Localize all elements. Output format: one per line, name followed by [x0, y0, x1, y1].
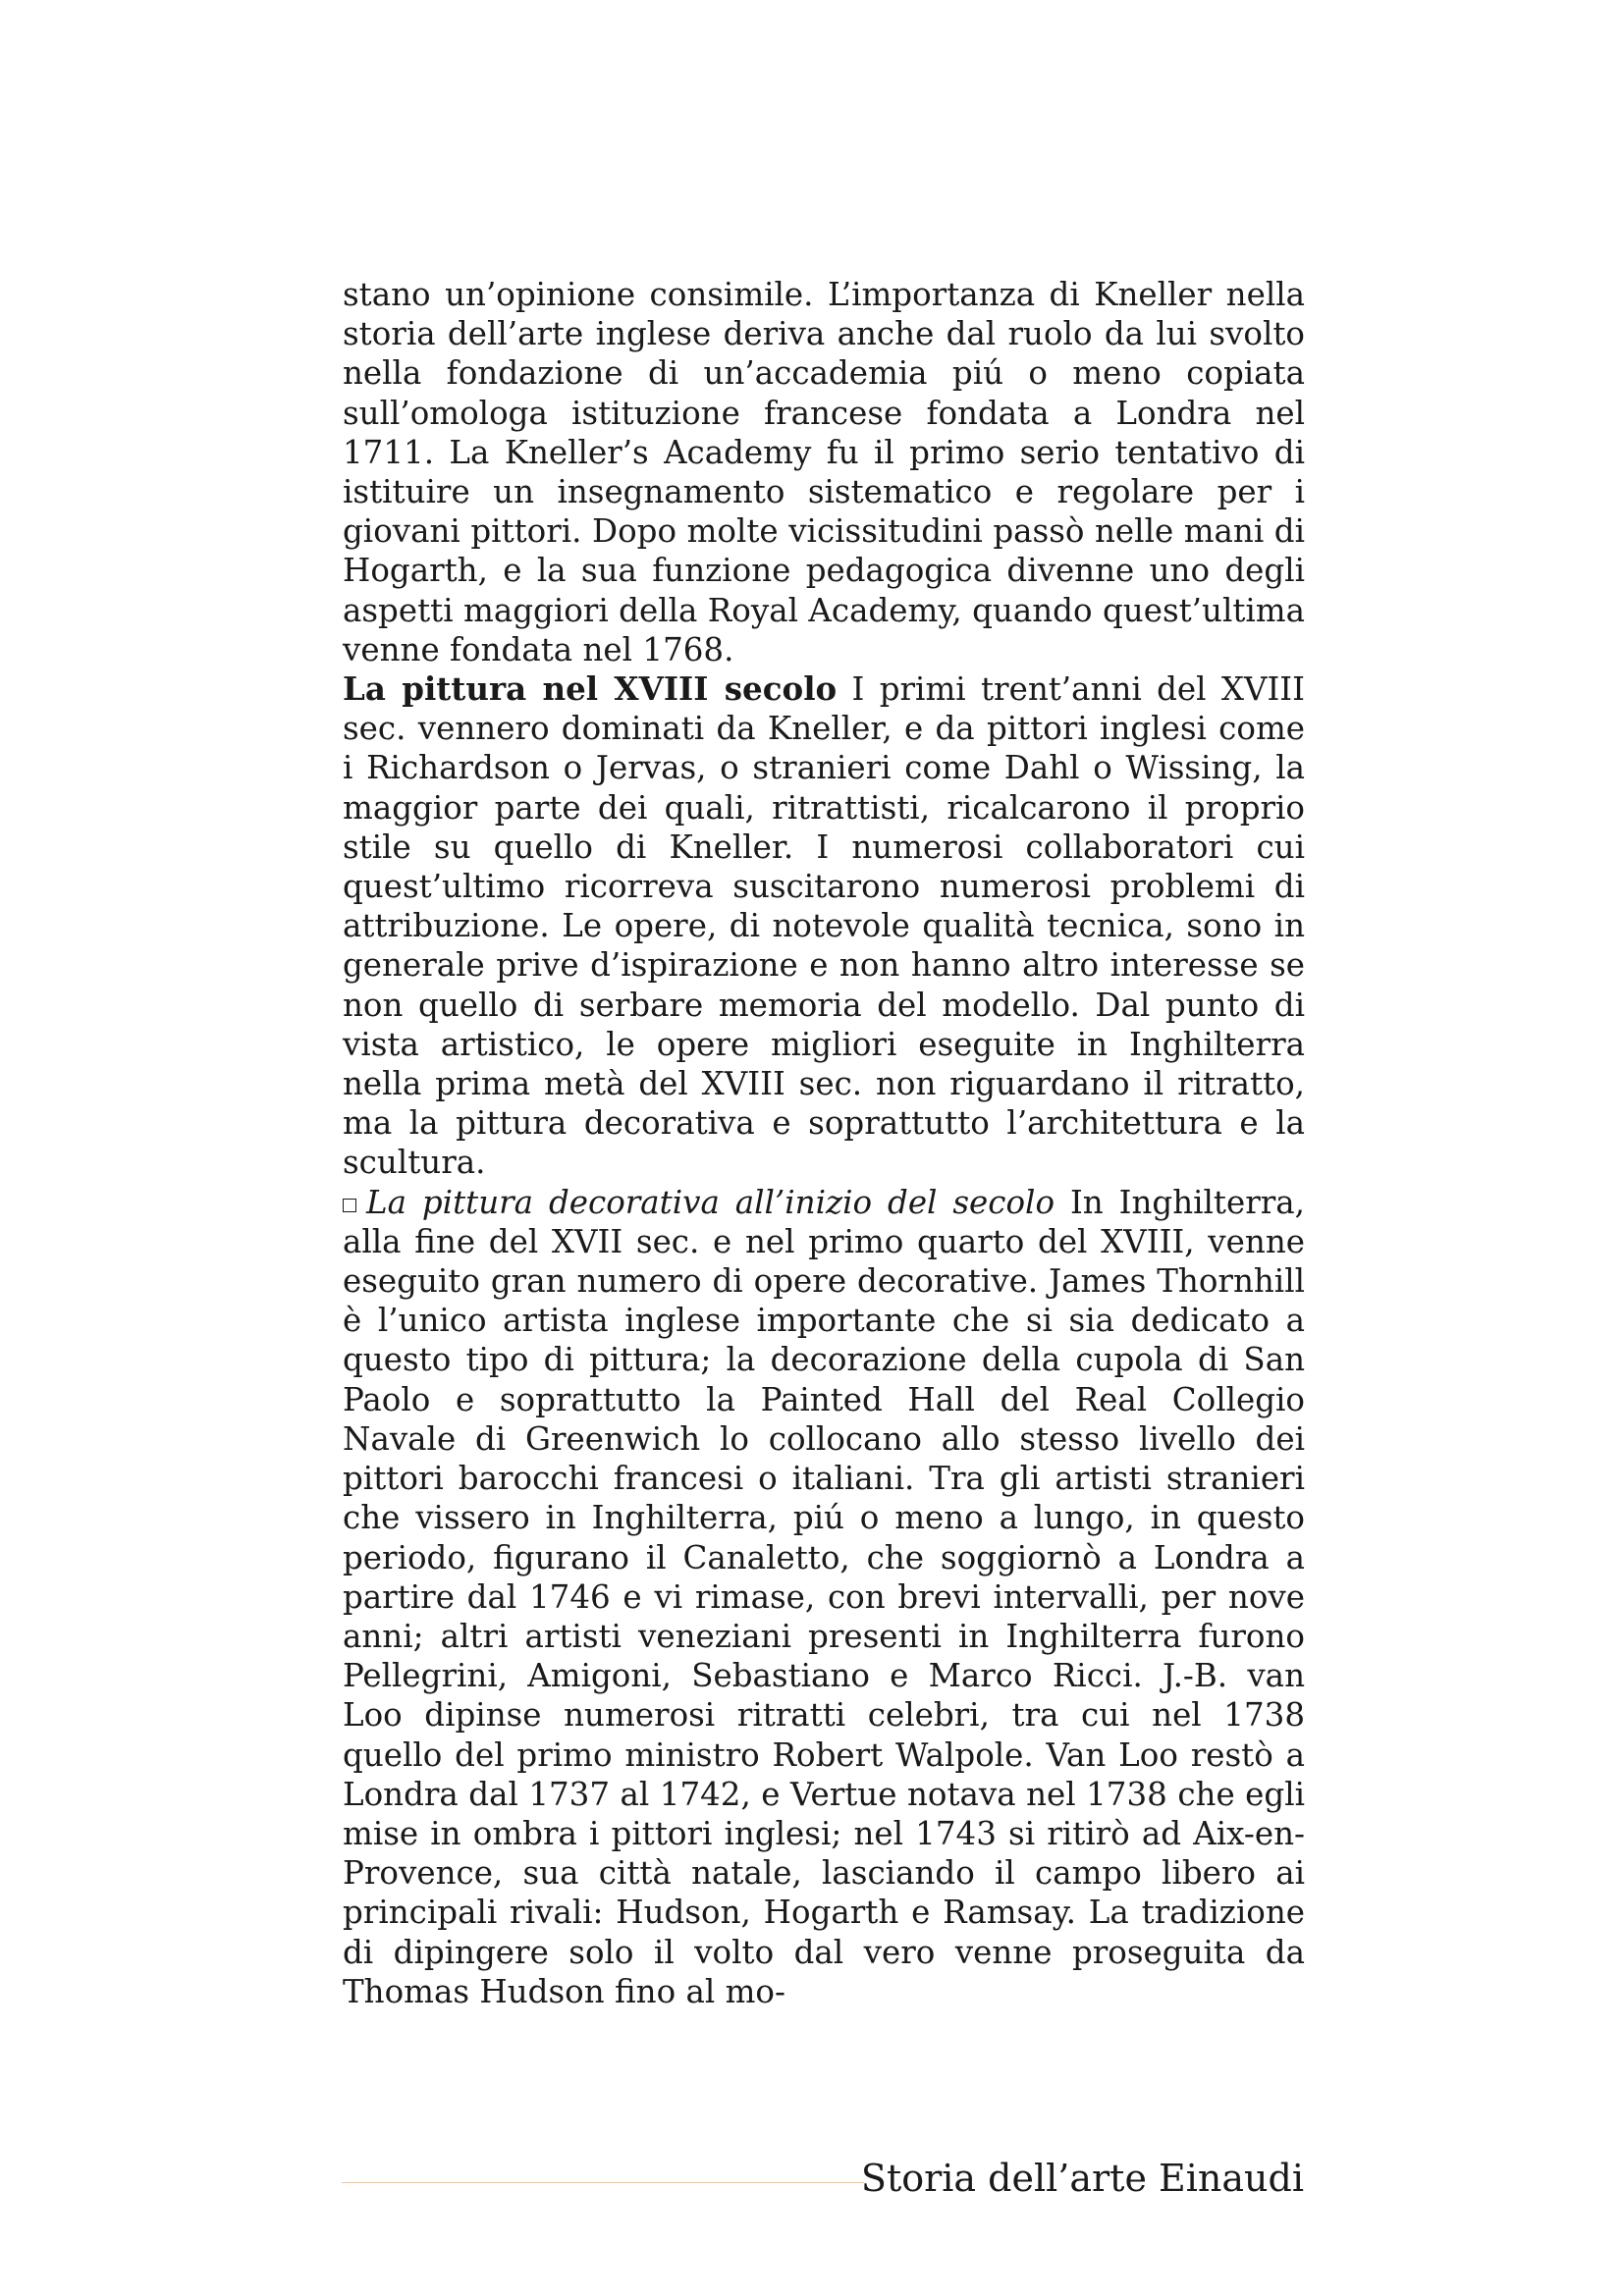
main-text — [343, 275, 1305, 2011]
footer-divider — [342, 2182, 864, 2183]
paragraph-xviii-century — [343, 669, 1305, 1183]
footer-publication-title: Storia dell’arte Einaudi — [860, 2157, 1304, 2200]
paragraph-decorative-painting-text: In Inghilterra, alla fine del XVII sec. e nel primo quarto del XVIII, venne eseguito gran numero di opere decorative. James Thornhill è l’unico artista inglese importante che si sia dedicato a questo tipo di pittura; la decorazione della cupola di San Paolo e soprattutto la Painted Hall del Real Collegio Navale di Greenwich lo collocano allo stesso livello dei pittori barocchi francesi o italiani. Tra gli artisti stranieri che vissero in Inghilterra, piú o meno a lungo, in questo periodo, figurano il Canaletto, che soggiornò a Londra a partire dal 1746 e vi rimase, con brevi intervalli, per nove anni; altri artisti veneziani presenti in Inghilterra furono Pellegrini, Amigoni, Sebastiano e Marco Ricci. J.-B. van Loo dipinse numerosi ritratti celebri, tra cui nel 1738 quello del primo ministro Robert Walpole. Van Loo restò a Londra dal 1737 al 1742, e Vertue notava nel 1738 che egli mise in ombra i pittori inglesi; nel 1743 si ritirò ad Aix-en-Provence, sua città natale, lasciando il campo libero ai principali rivali: Hudson, Hogarth e Ramsay. La tradizione di dipingere solo il volto dal vero venne proseguita da Thomas Hudson fino al mo- — [343, 1183, 1305, 2010]
section-title: La pittura nel XVIII secolo — [343, 669, 838, 709]
paragraph-kneller-academy: stano un’opinione consimile. L’importanza di Kneller nella storia dell’arte inglese deriva anche dal ruolo da lui svolto nella fondazione di un’accademia piú o meno copiata sull’omologa istituzione francese fondata a Londra nel 1711. La Kneller’s Academy fu il primo serio tentativo di istituire un insegnamento sistematico e regolare per i giovani pittori. Dopo molte vicissitudini passò nelle mani di Hogarth, e la sua funzione pedagogica divenne uno degli aspetti maggiori della Royal Academy, quando quest’ultima venne fondata nel 1768. — [343, 276, 1305, 668]
subsection-title: La pittura decorativa all’inizio del secolo — [366, 1183, 1055, 1221]
paragraph-decorative-painting — [343, 1183, 1305, 2011]
paragraph-xviii-century-text: I primi trent’anni del XVIII sec. vennero dominati da Kneller, e da pittori inglesi come i Richardson o Jervas, o stranieri come Dahl o Wissing, la maggior parte dei quali, ritrattisti, ricalcarono il proprio stile su quello di Kneller. I numerosi collaboratori cui quest’ultimo ricorreva suscitarono numerosi problemi di attribuzione. Le opere, di notevole qualità tecnica, sono in generale prive d’ispirazione e non hanno altro interesse se non quello di serbare memoria del modello. Dal punto di vista artistico, le opere migliori eseguite in Inghilterra nella prima metà del XVIII sec. non riguardano il ritratto, ma la pittura decorativa e soprattutto l’architettura e la scultura. — [343, 670, 1305, 1182]
square-bullet-icon — [343, 1199, 356, 1212]
